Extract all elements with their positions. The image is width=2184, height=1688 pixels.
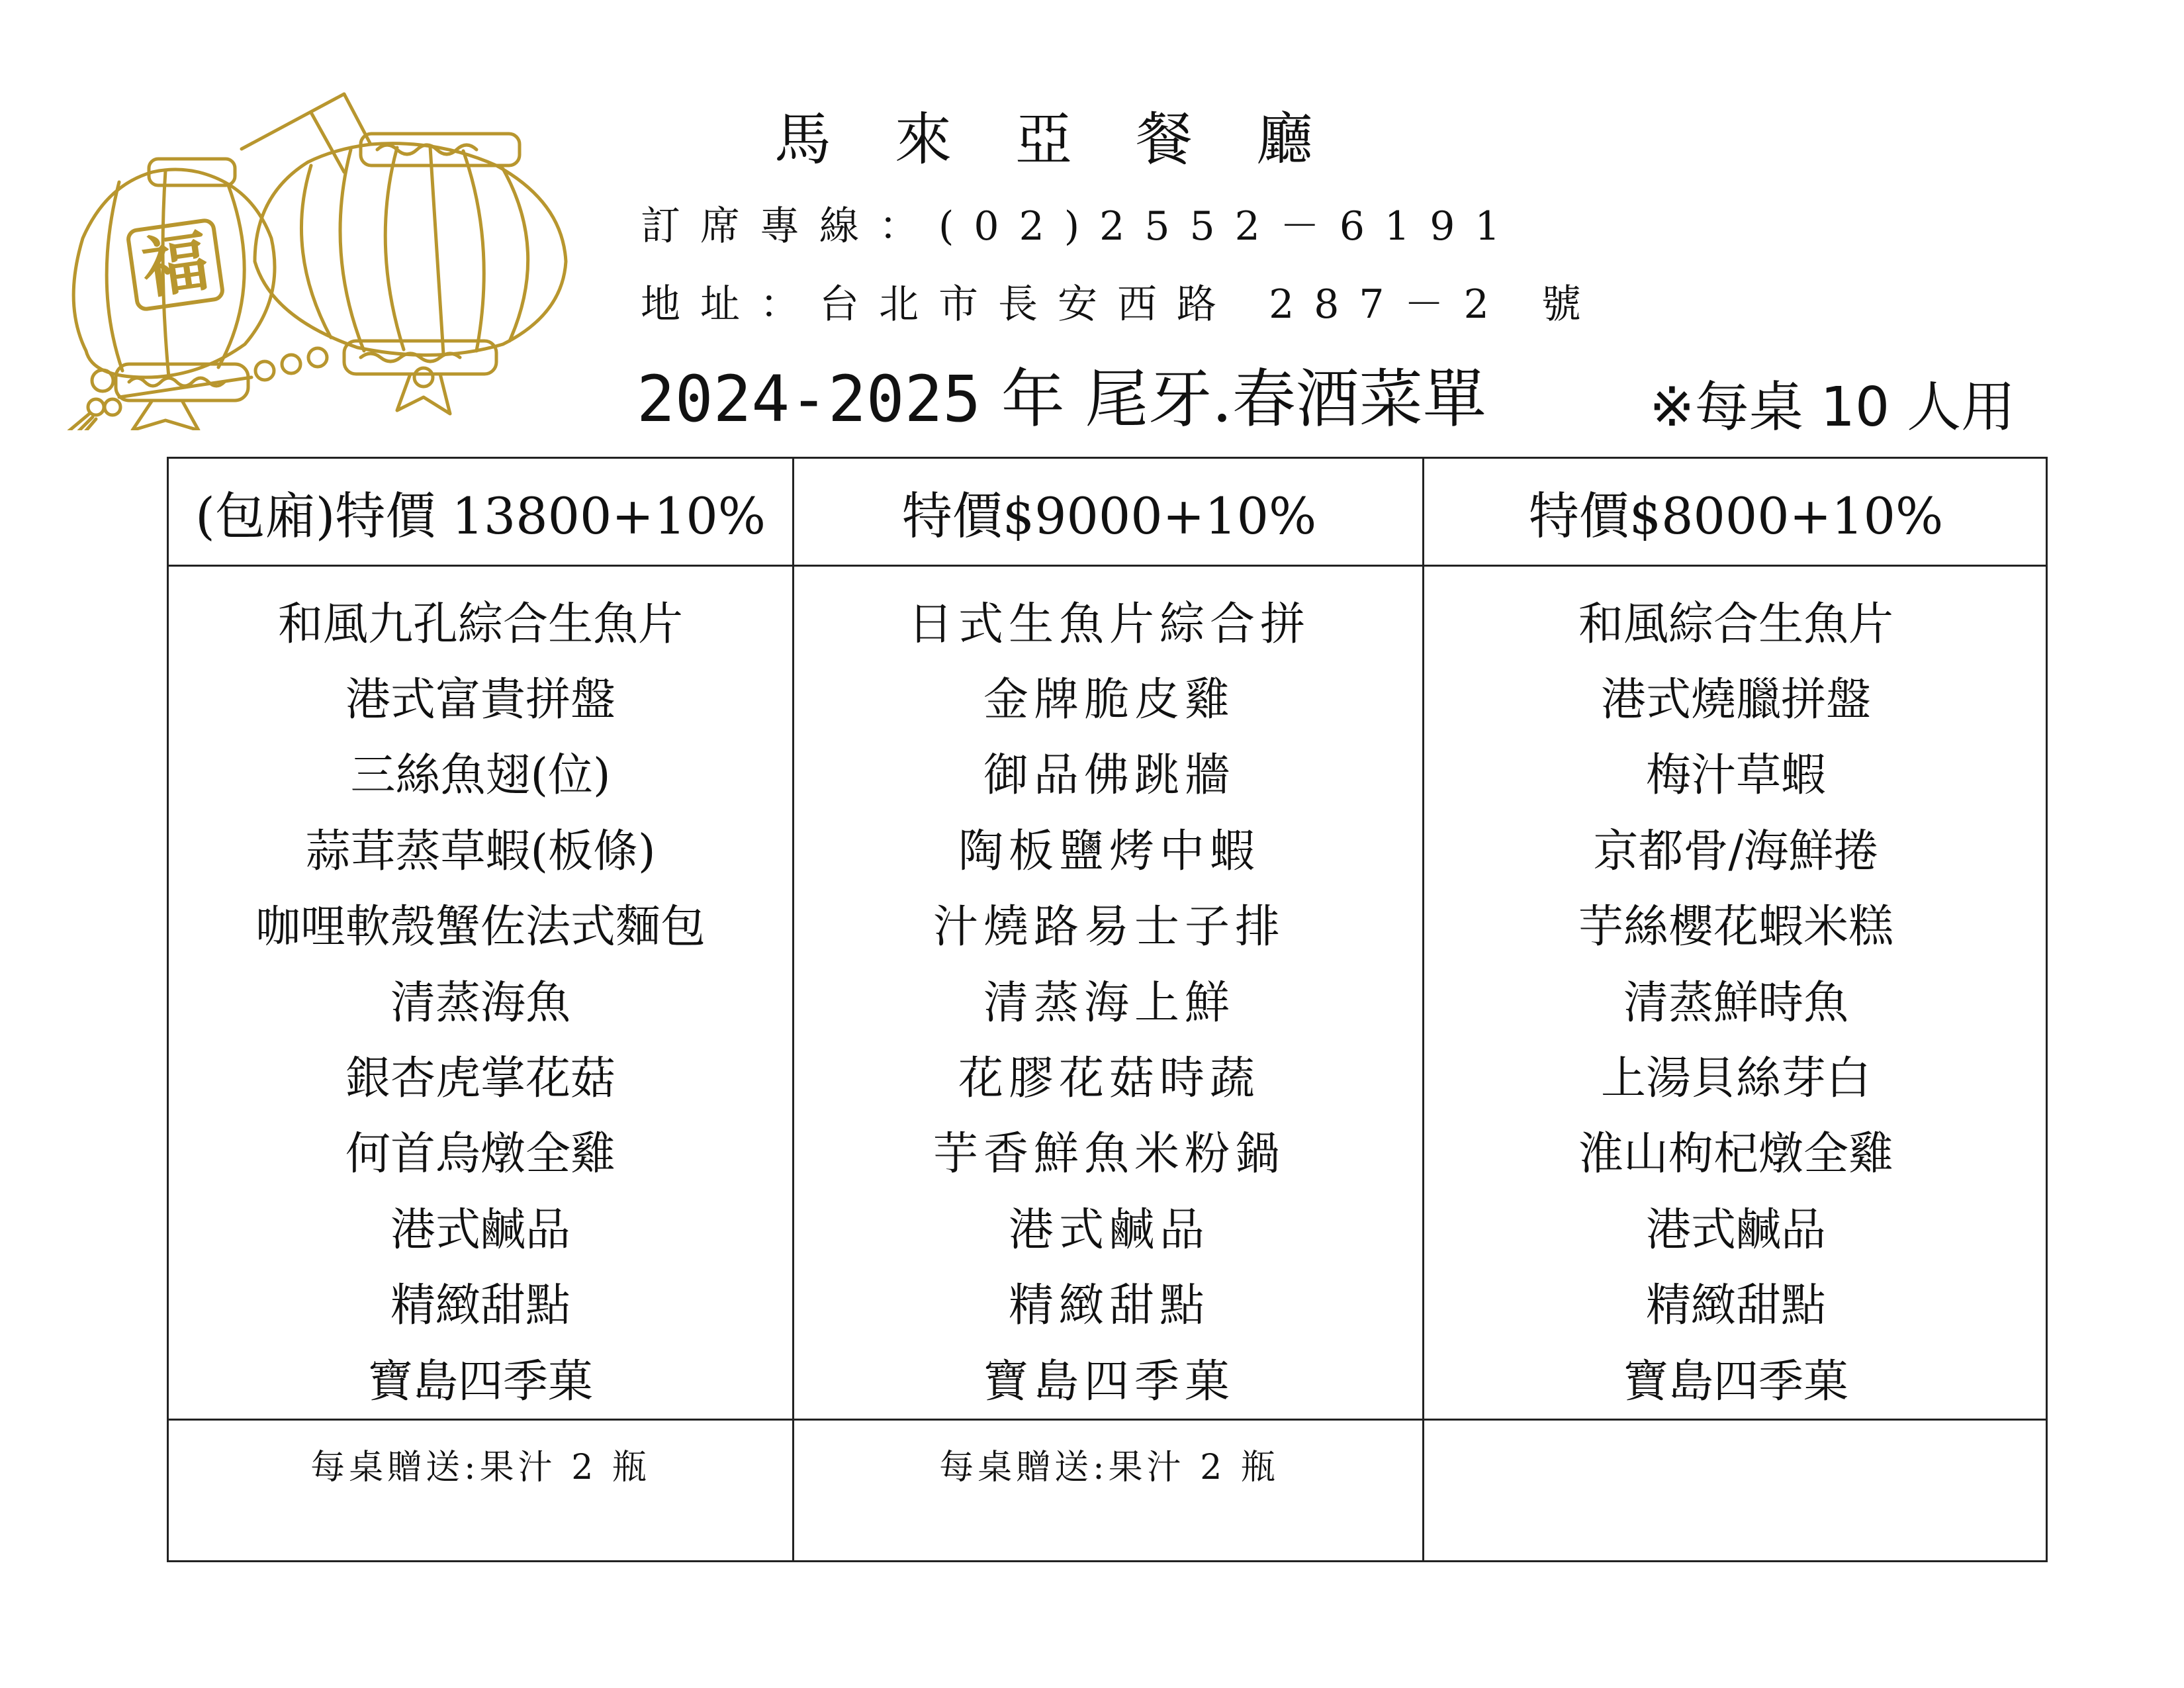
menu-title-year: 2024-2025 — [637, 362, 981, 436]
lantern-logo — [0, 86, 582, 430]
dish-item: 港式鹹品 — [390, 1203, 570, 1256]
dish-item: 寶島四季菓 — [367, 1355, 593, 1408]
dish-item: 何首烏燉全雞 — [345, 1128, 615, 1181]
dish-item: 京都骨/海鮮捲 — [1593, 825, 1879, 878]
dish-item: 清蒸海魚 — [390, 976, 570, 1029]
dish-item: 梅汁草蝦 — [1645, 749, 1826, 802]
gift-cell — [169, 1419, 792, 1560]
fortune-emblem — [127, 220, 223, 310]
dish-item: 銀杏虎掌花菇 — [345, 1053, 615, 1105]
dish-item: 陶板鹽烤中蝦 — [958, 825, 1260, 878]
dish-item: 寶島四季菓 — [1623, 1355, 1848, 1408]
dish-item: 芋香鮮魚米粉鍋 — [933, 1128, 1285, 1181]
dish-item: 港式鹹品 — [1645, 1203, 1826, 1256]
menu-price-header: 特價$8000+10% — [1424, 459, 2048, 567]
dish-item: 芋絲櫻花蝦米糕 — [1578, 901, 1893, 954]
dish-item: 咖哩軟殼蟹佐法式麵包 — [255, 901, 705, 954]
dish-item: 花膠花菇時蔬 — [958, 1053, 1260, 1105]
dish-item: 港式燒臘拼盤 — [1600, 674, 1871, 727]
lantern-character: 福 — [137, 221, 214, 308]
restaurant-name: 馬來亞餐廳 — [774, 107, 1377, 173]
gift-cell — [1424, 1419, 2048, 1560]
menu-price-header: (包廂)特價 13800+10% — [169, 459, 792, 567]
dish-item: 清蒸鮮時魚 — [1623, 976, 1848, 1029]
dish-item: 和風綜合生魚片 — [1578, 598, 1893, 651]
gift-cell — [794, 1419, 1424, 1560]
dish-item: 精緻甜點 — [1008, 1280, 1210, 1333]
dish-item: 御品佛跳牆 — [983, 749, 1235, 802]
back-lantern — [255, 134, 566, 414]
address: 地址：台北市長安西路 287－2 號 — [641, 281, 1601, 328]
dish-item: 蒜茸蒸草蝦(板條) — [305, 825, 656, 878]
dish-item: 淮山枸杞燉全雞 — [1578, 1128, 1893, 1181]
menu-table — [167, 457, 2048, 1562]
menu-title-text: 年 尾牙.春酒菜單 — [981, 362, 1486, 436]
dish-item: 日式生魚片綜合拼 — [907, 598, 1310, 651]
per-table-note: ※每桌 10 人用 — [1649, 376, 2016, 439]
dish-list — [169, 567, 792, 1415]
menu-column — [169, 459, 792, 1560]
dish-item: 三絲魚翅(位) — [350, 749, 611, 802]
dish-item: 精緻甜點 — [1645, 1280, 1826, 1333]
gift-note: 每桌贈送:果汁 2 瓶 — [939, 1448, 1279, 1487]
menu-column — [792, 459, 1424, 1560]
gift-note: 每桌贈送:果汁 2 瓶 — [310, 1448, 651, 1487]
dish-item: 港式富貴拼盤 — [345, 674, 615, 727]
menu-price-header: 特價$9000+10% — [794, 459, 1424, 567]
dish-list — [1424, 567, 2048, 1415]
menu-title — [637, 362, 1486, 436]
dish-item: 精緻甜點 — [390, 1280, 570, 1333]
dish-item: 汁燒路易士子排 — [933, 901, 1285, 954]
dish-list — [794, 567, 1424, 1415]
dish-item: 金牌脆皮雞 — [983, 674, 1235, 727]
phone-number: 訂席專線：(02)2552－6191 — [641, 203, 1520, 250]
dish-item: 上湯貝絲芽白 — [1600, 1053, 1871, 1105]
menu-column — [1422, 459, 2048, 1560]
dish-item: 和風九孔綜合生魚片 — [277, 598, 683, 651]
dish-item: 寶島四季菓 — [983, 1355, 1235, 1408]
dish-item: 清蒸海上鮮 — [983, 976, 1235, 1029]
dish-item: 港式鹹品 — [1008, 1203, 1210, 1256]
